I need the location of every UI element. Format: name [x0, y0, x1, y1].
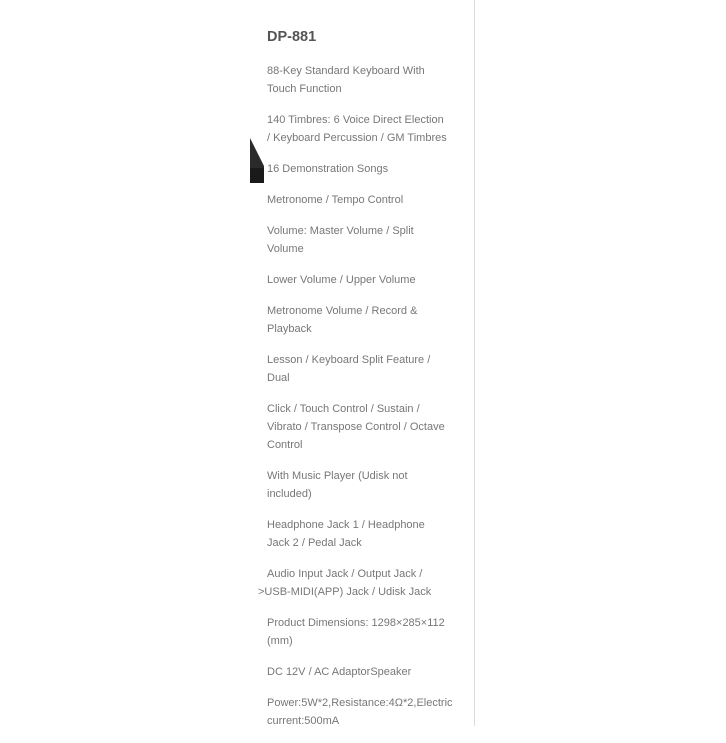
feature-line: (mm)	[267, 635, 293, 647]
feature-item	[267, 302, 467, 338]
feature-item	[267, 160, 467, 178]
feature-item	[267, 351, 467, 387]
feature-line: Jack 2 / Pedal Jack	[267, 537, 362, 549]
feature-line: >USB-MIDI(APP) Jack / Udisk Jack	[258, 586, 432, 598]
feature-item	[267, 614, 467, 650]
feature-line: Vibrato / Transpose Control / Octave	[267, 421, 445, 433]
feature-item	[267, 400, 467, 454]
feature-line: Playback	[267, 323, 312, 335]
feature-line: With Music Player (Udisk not	[267, 470, 408, 482]
feature-line: Audio Input Jack / Output Jack /	[267, 568, 423, 580]
feature-line: Product Dimensions: 1298×285×112	[267, 617, 445, 629]
feature-line: / Keyboard Percussion / GM Timbres	[267, 132, 447, 144]
feature-line: Power:5W*2,Resistance:4Ω*2,Electric	[267, 697, 453, 709]
feature-item	[258, 565, 467, 601]
feature-line: Touch Function	[267, 83, 342, 95]
column-divider	[474, 0, 475, 726]
feature-line: Volume: Master Volume / Split	[267, 225, 414, 237]
feature-line: Control	[267, 439, 303, 451]
feature-line: Lesson / Keyboard Split Feature /	[267, 354, 431, 366]
feature-line: Lower Volume / Upper Volume	[267, 274, 416, 286]
feature-item	[267, 467, 467, 503]
feature-item	[267, 111, 467, 147]
feature-line: Metronome Volume / Record &	[267, 305, 418, 317]
feature-item	[267, 271, 467, 289]
feature-item	[267, 62, 467, 98]
feature-list	[258, 62, 467, 743]
feature-line: 16 Demonstration Songs	[267, 163, 389, 175]
feature-line: Click / Touch Control / Sustain /	[267, 403, 420, 415]
product-title: DP-881	[267, 29, 317, 45]
feature-item	[267, 516, 467, 552]
feature-line: current:500mA	[267, 715, 340, 727]
feature-line: DC 12V / AC AdaptorSpeaker	[267, 666, 412, 678]
feature-item	[267, 694, 467, 730]
feature-line: Headphone Jack 1 / Headphone	[267, 519, 425, 531]
feature-line: Volume	[267, 243, 304, 255]
feature-line: 140 Timbres: 6 Voice Direct Election	[267, 114, 444, 126]
feature-line: included)	[267, 488, 312, 500]
piano-image-edge	[250, 138, 264, 183]
feature-item	[267, 222, 467, 258]
feature-line: 88-Key Standard Keyboard With	[267, 65, 425, 77]
feature-item	[267, 191, 467, 209]
feature-line: Dual	[267, 372, 290, 384]
feature-item	[267, 663, 467, 681]
feature-line: Metronome / Tempo Control	[267, 194, 404, 206]
